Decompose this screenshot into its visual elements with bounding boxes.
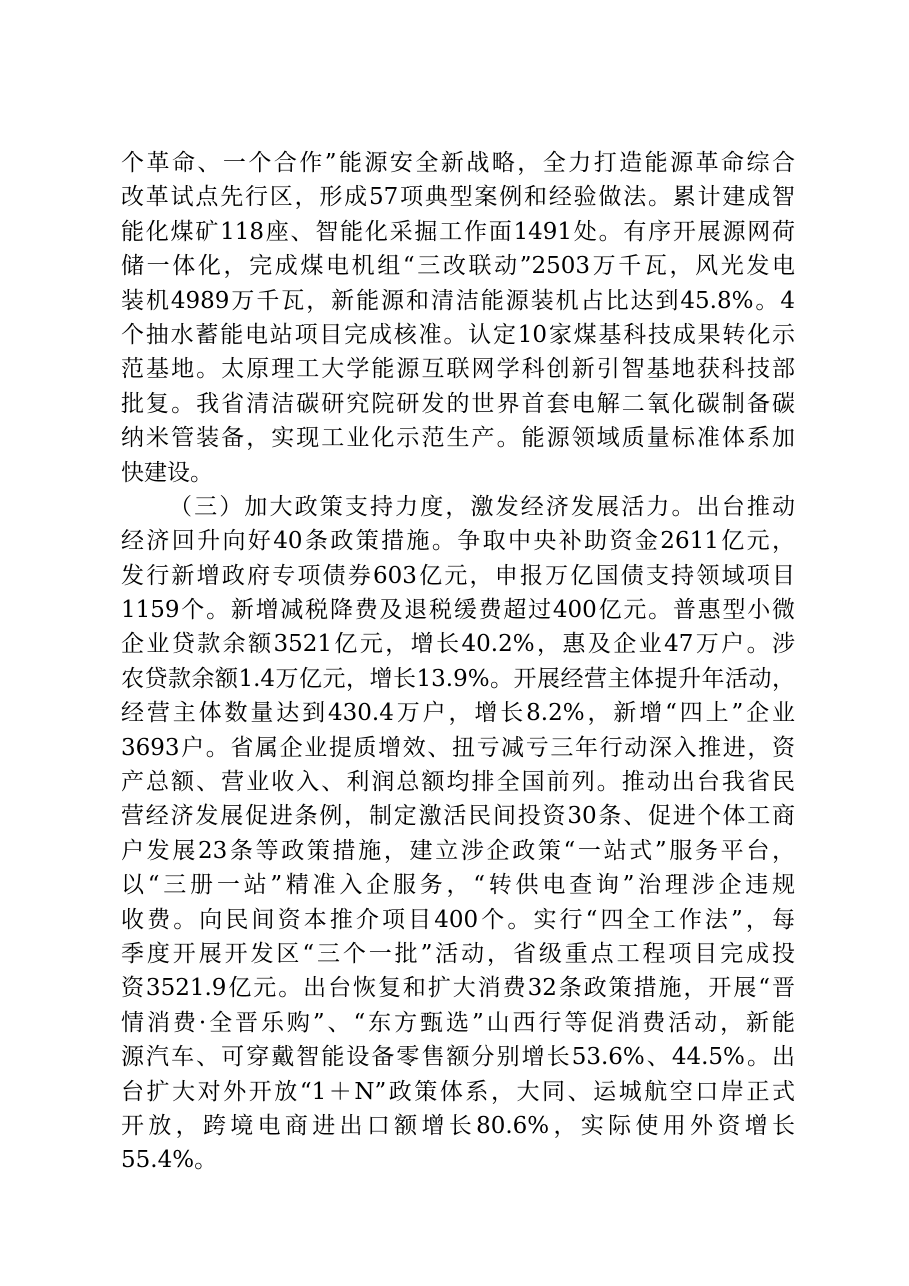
text-line: 个革命、一个合作”能源安全新战略，全力打造能源革命综合 <box>121 150 795 176</box>
text-line: 企业贷款余额3521亿元，增长40.2%，惠及企业47万户。涉 <box>121 631 795 658</box>
text-line: 源汽车、可穿戴智能设备零售额分别增长53.6%、44.5%。出 <box>121 1044 795 1071</box>
text-line: 改革试点先行区，形成57项典型案例和经验做法。累计建成智 <box>121 184 795 211</box>
text-line: 以“三册一站”精准入企服务，“转供电查询”治理涉企违规 <box>121 872 795 899</box>
text-line: 纳米管装备，实现工业化示范生产。能源领域质量标准体系加 <box>121 425 795 452</box>
text-line: 1159个。新增减税降费及退税缓费超过400亿元。普惠型小微 <box>121 597 795 624</box>
text-line: 季度开展开发区“三个一批”活动，省级重点工程项目完成投 <box>121 940 795 967</box>
text-line: 产总额、营业收入、利润总额均排全国前列。推动出台我省民 <box>121 769 795 796</box>
text-line: 装机4989万千瓦，新能源和清洁能源装机占比达到45.8%。4 <box>121 287 795 314</box>
text-line: 情消费·全晋乐购”、“东方甄选”山西行等促消费活动，新能 <box>121 1009 795 1036</box>
text-line: 3693户。省属企业提质增效、扭亏减亏三年行动深入推进，资 <box>121 734 795 761</box>
text-line: 发行新增政府专项债券603亿元，申报万亿国债支持领域项目 <box>121 562 795 589</box>
text-line: 个抽水蓄能电站项目完成核准。认定10家煤基科技成果转化示 <box>121 321 795 348</box>
text-line: 批复。我省清洁碳研究院研发的世界首套电解二氧化碳制备碳 <box>121 390 795 417</box>
text-line: 资3521.9亿元。出台恢复和扩大消费32条政策措施，开展“晋 <box>121 975 795 1002</box>
text-line: 范基地。太原理工大学能源互联网学科创新引智基地获科技部 <box>121 356 795 383</box>
text-line: 能化煤矿118座、智能化采掘工作面1491处。有序开展源网荷 <box>121 218 795 245</box>
text-line: 开放，跨境电商进出口额增长80.6%，实际使用外资增长 <box>121 1112 795 1139</box>
text-line: 快建设。 <box>121 459 213 486</box>
text-line: 收费。向民间资本推介项目400个。实行“四全工作法”，每 <box>121 906 795 933</box>
text-line: 经营主体数量达到430.4万户，增长8.2%，新增“四上”企业 <box>121 700 795 727</box>
paragraph-policy-support <box>121 490 795 1178</box>
document-page <box>121 146 795 1178</box>
text-line: 55.4%。 <box>121 1147 218 1174</box>
section-heading-line: （三）加大政策支持力度，激发经济发展活力。出台推动 <box>169 493 795 520</box>
text-line: 户发展23条等政策措施，建立涉企政策“一站式”服务平台， <box>121 837 795 864</box>
text-line: 营经济发展促进条例，制定激活民间投资30条、促进个体工商 <box>121 803 795 830</box>
text-line: 农贷款余额1.4万亿元，增长13.9%。开展经营主体提升年活动， <box>121 665 795 692</box>
paragraph-energy-revolution <box>121 146 795 490</box>
text-line: 台扩大对外开放“1＋N”政策体系，大同、运城航空口岸正式 <box>121 1078 795 1105</box>
text-line: 储一体化，完成煤电机组“三改联动”2503万千瓦，风光发电 <box>121 253 795 280</box>
text-line: 经济回升向好40条政策措施。争取中央补助资金2611亿元， <box>121 528 795 555</box>
